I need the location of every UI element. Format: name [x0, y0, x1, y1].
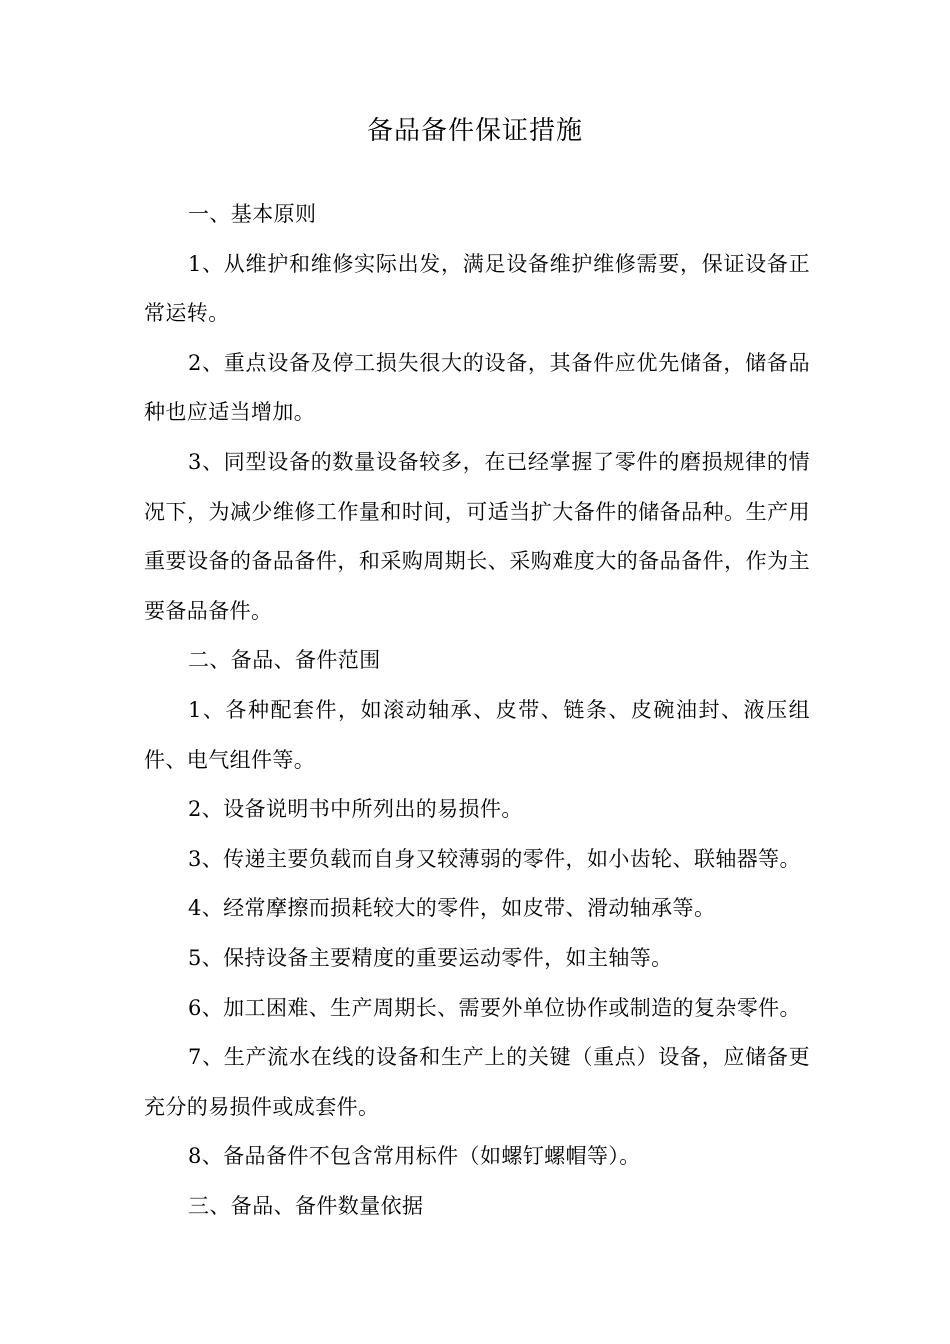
- document-title: 备品备件保证措施: [366, 116, 583, 146]
- paragraph-principle-3: 3、同型设备的数量设备较多，在已经掌握了零件的磨损规律的情况下，为减少维修工作量和时间，可适当扩大备件的储备品种。生产用重要设备的备品备件，和采购周期长、采购难度大的备品备件，作为主要备品备件。: [144, 449, 810, 623]
- paragraph-principle-1: 1、从维护和维修实际出发，满足设备维护维修需要，保证设备正常运转。: [144, 251, 810, 326]
- section-heading-spare-parts-scope: 二、备品、备件范围: [188, 648, 381, 673]
- paragraph-scope-7: 7、生产流水在线的设备和生产上的关键（重点）设备，应储备更充分的易损件或成套件。: [144, 1045, 810, 1119]
- paragraph-scope-3: 3、传递主要负载而自身又较薄弱的零件，如小齿轮、联轴器等。: [188, 846, 801, 871]
- paragraph-scope-2: 2、设备说明书中所列出的易损件。: [188, 797, 523, 822]
- section-heading-basic-principles: 一、基本原则: [188, 202, 317, 226]
- paragraph-scope-5: 5、保持设备主要精度的重要运动零件，如主轴等。: [188, 945, 673, 970]
- paragraph-scope-4: 4、经常摩擦而损耗较大的零件，如皮带、滑动轴承等。: [188, 896, 716, 921]
- document-body: [144, 190, 810, 1231]
- paragraph-scope-1: 1、各种配套件，如滚动轴承、皮带、链条、皮碗油封、液压组件、电气组件等。: [144, 697, 810, 772]
- section-heading-quantity-basis: 三、备品、备件数量依据: [188, 1193, 424, 1218]
- paragraph-scope-8: 8、备品备件不包含常用标件（如螺钉螺帽等）。: [188, 1144, 641, 1169]
- paragraph-scope-6: 6、加工困难、生产周期长、需要外单位协作或制造的复杂零件。: [188, 995, 801, 1020]
- paragraph-principle-2: 2、重点设备及停工损失很大的设备，其备件应优先储备，储备品种也应适当增加。: [144, 350, 810, 425]
